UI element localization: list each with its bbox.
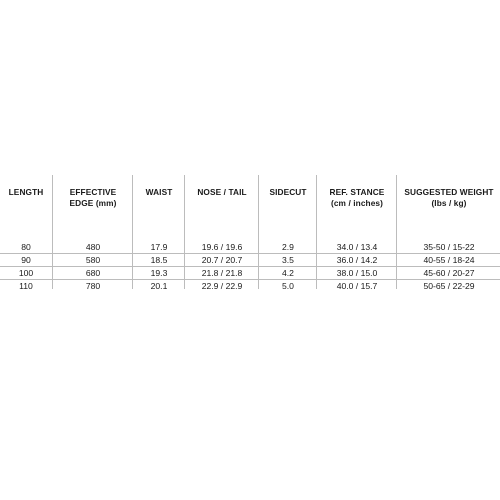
header-line2: (lbs / kg) xyxy=(431,197,467,208)
column-header xyxy=(185,187,259,198)
table-cell: 3.5 xyxy=(282,255,294,265)
column-header xyxy=(259,187,317,198)
table-cell: 20.1 xyxy=(150,281,168,291)
table-cell: 110 xyxy=(19,281,33,291)
column-header xyxy=(317,187,397,208)
column-nose-tail xyxy=(184,175,259,289)
table-cell: 780 xyxy=(85,281,101,291)
column-waist xyxy=(132,175,185,289)
table-cell: 50-65 / 22-29 xyxy=(423,281,475,291)
table-cell: 40-55 / 18-24 xyxy=(423,255,475,265)
table-cell: 480 xyxy=(85,242,101,252)
table-cell: 5.0 xyxy=(282,281,294,291)
table-cell: 20.7 / 20.7 xyxy=(201,255,243,265)
row-divider xyxy=(0,266,500,267)
column-header xyxy=(53,187,133,208)
row-divider xyxy=(0,253,500,254)
table-cell: 19.6 / 19.6 xyxy=(201,242,243,252)
table-cell: 45-60 / 20-27 xyxy=(423,268,475,278)
table-cell: 18.5 xyxy=(150,255,168,265)
table-cell: 90 xyxy=(21,255,31,265)
column-header xyxy=(133,187,185,198)
table-cell: 38.0 / 15.0 xyxy=(336,268,378,278)
column-sidecut xyxy=(258,175,317,289)
header-line1: SIDECUT xyxy=(269,187,307,197)
header-line1: NOSE / TAIL xyxy=(197,187,247,197)
specs-table xyxy=(0,175,500,289)
header-line1: LENGTH xyxy=(8,187,44,197)
table-cell: 100 xyxy=(18,268,34,278)
column-header xyxy=(397,187,500,208)
table-cell: 36.0 / 14.2 xyxy=(336,255,378,265)
table-cell: 21.8 / 21.8 xyxy=(201,268,243,278)
table-cell: 4.2 xyxy=(282,268,294,278)
header-line1: SUGGESTED WEIGHT xyxy=(404,187,494,197)
table-cell: 19.3 xyxy=(150,268,168,278)
row-divider xyxy=(0,279,500,280)
table-cell: 580 xyxy=(85,255,101,265)
table-cell: 680 xyxy=(85,268,101,278)
table-cell: 35-50 / 15-22 xyxy=(423,242,475,252)
header-line2: EDGE (mm) xyxy=(69,197,117,208)
table-cell: 22.9 / 22.9 xyxy=(201,281,243,291)
table-cell: 17.9 xyxy=(150,242,168,252)
header-line1: WAIST xyxy=(145,187,173,197)
column-length xyxy=(0,175,52,289)
table-cell: 80 xyxy=(21,242,31,252)
header-line1: REF. STANCE xyxy=(329,187,385,197)
column-ref-stance xyxy=(316,175,397,289)
column-suggested-weight xyxy=(396,175,500,289)
table-cell: 2.9 xyxy=(282,242,294,252)
column-header xyxy=(0,187,52,198)
table-cell: 40.0 / 15.7 xyxy=(336,281,378,291)
column-effective-edge xyxy=(52,175,133,289)
header-line1: EFFECTIVE xyxy=(69,187,117,197)
table-cell: 34.0 / 13.4 xyxy=(336,242,378,252)
header-line2: (cm / inches) xyxy=(330,197,384,208)
